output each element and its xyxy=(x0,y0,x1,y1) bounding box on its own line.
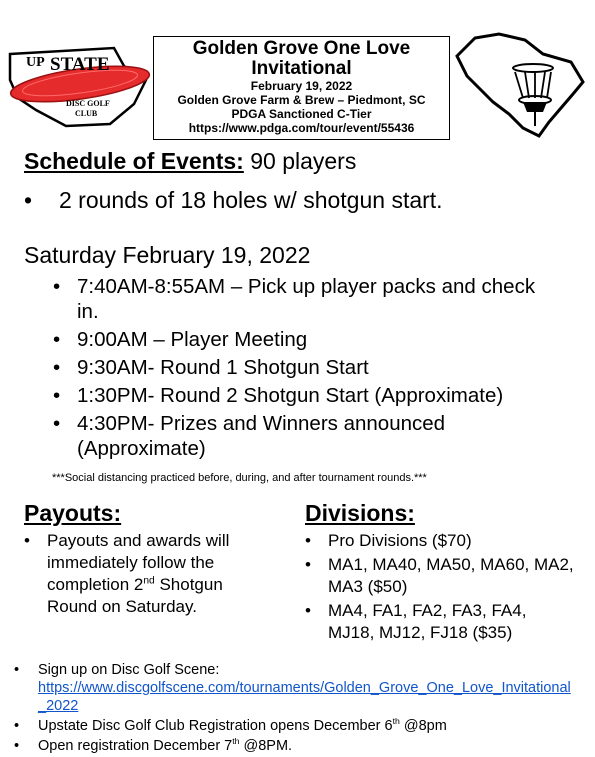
event-date: February 19, 2022 xyxy=(250,78,353,93)
event-url[interactable]: https://www.pdga.com/tour/event/55436 xyxy=(188,121,415,136)
logo-up-text: UP xyxy=(26,55,45,70)
schedule-item: • 1:30PM- Round 2 Shotgun Start (Approximate) xyxy=(53,384,504,407)
signup-link[interactable]: https://www.discgolfscene.com/tournaments/Golden_Grove_One_Love_Invitational_2022 xyxy=(38,680,571,714)
schedule-item: • 9:00AM – Player Meeting xyxy=(53,328,308,351)
schedule-item: • 7:40AM-8:55AM – Pick up player packs and check in. xyxy=(53,275,536,323)
event-title-box xyxy=(153,36,450,140)
division-item: • Pro Divisions ($70) xyxy=(305,531,472,550)
schedule-item: • 9:30AM- Round 1 Shotgun Start xyxy=(53,356,369,379)
event-title-line2: Invitational xyxy=(251,57,352,79)
format-text: 2 rounds of 18 holes w/ shotgun start. xyxy=(59,187,443,213)
players-count: 90 players xyxy=(243,148,357,174)
division-item: • MA1, MA40, MA50, MA60, MA2, MA3 ($50) xyxy=(305,555,574,596)
event-title-line1: Golden Grove One Love xyxy=(192,38,411,59)
open-registration-item: • Open registration December 7th @8PM. xyxy=(14,736,293,754)
signup-item: • Sign up on Disc Golf Scene: https://www.discgolfscene.com/tournaments/Golden_Grove_One_Love_Invitational_2022 xyxy=(14,662,571,714)
schedule-list xyxy=(53,274,553,461)
divisions-heading: Divisions: xyxy=(305,500,415,526)
division-item: • MA4, FA1, FA2, FA3, FA4, MJ18, MJ12, FJ18 ($35) xyxy=(305,601,527,642)
south-carolina-disc-basket-logo xyxy=(453,32,589,143)
footer-list xyxy=(14,661,574,755)
payouts-heading: Payouts: xyxy=(24,500,122,526)
schedule-item: • 4:30PM- Prizes and Winners announced (Approximate) xyxy=(53,412,446,460)
divisions-list xyxy=(305,530,575,644)
payouts-item: • Payouts and awards will immediately follow the completion 2nd Shotgun Round on Saturday. xyxy=(24,531,230,616)
schedule-heading-line xyxy=(24,148,356,175)
logo-club-text: CLUB xyxy=(75,109,98,118)
event-tier: PDGA Sanctioned C-Tier xyxy=(231,107,372,122)
logo-discgolf-text: DISC GOLF xyxy=(66,99,110,108)
logo-state-text: STATE xyxy=(50,54,110,75)
day-heading: Saturday February 19, 2022 xyxy=(24,242,311,268)
club-registration-item: • Upstate Disc Golf Club Registration opens December 6th @8pm xyxy=(14,716,447,734)
schedule-heading: Schedule of Events: xyxy=(24,148,244,174)
social-distancing-note: ***Social distancing practiced before, during, and after tournament rounds.*** xyxy=(52,472,427,484)
signup-label: Sign up on Disc Golf Scene: xyxy=(38,662,220,678)
upstate-disc-golf-club-logo xyxy=(6,40,152,133)
event-venue: Golden Grove Farm & Brew – Piedmont, SC xyxy=(177,93,426,108)
